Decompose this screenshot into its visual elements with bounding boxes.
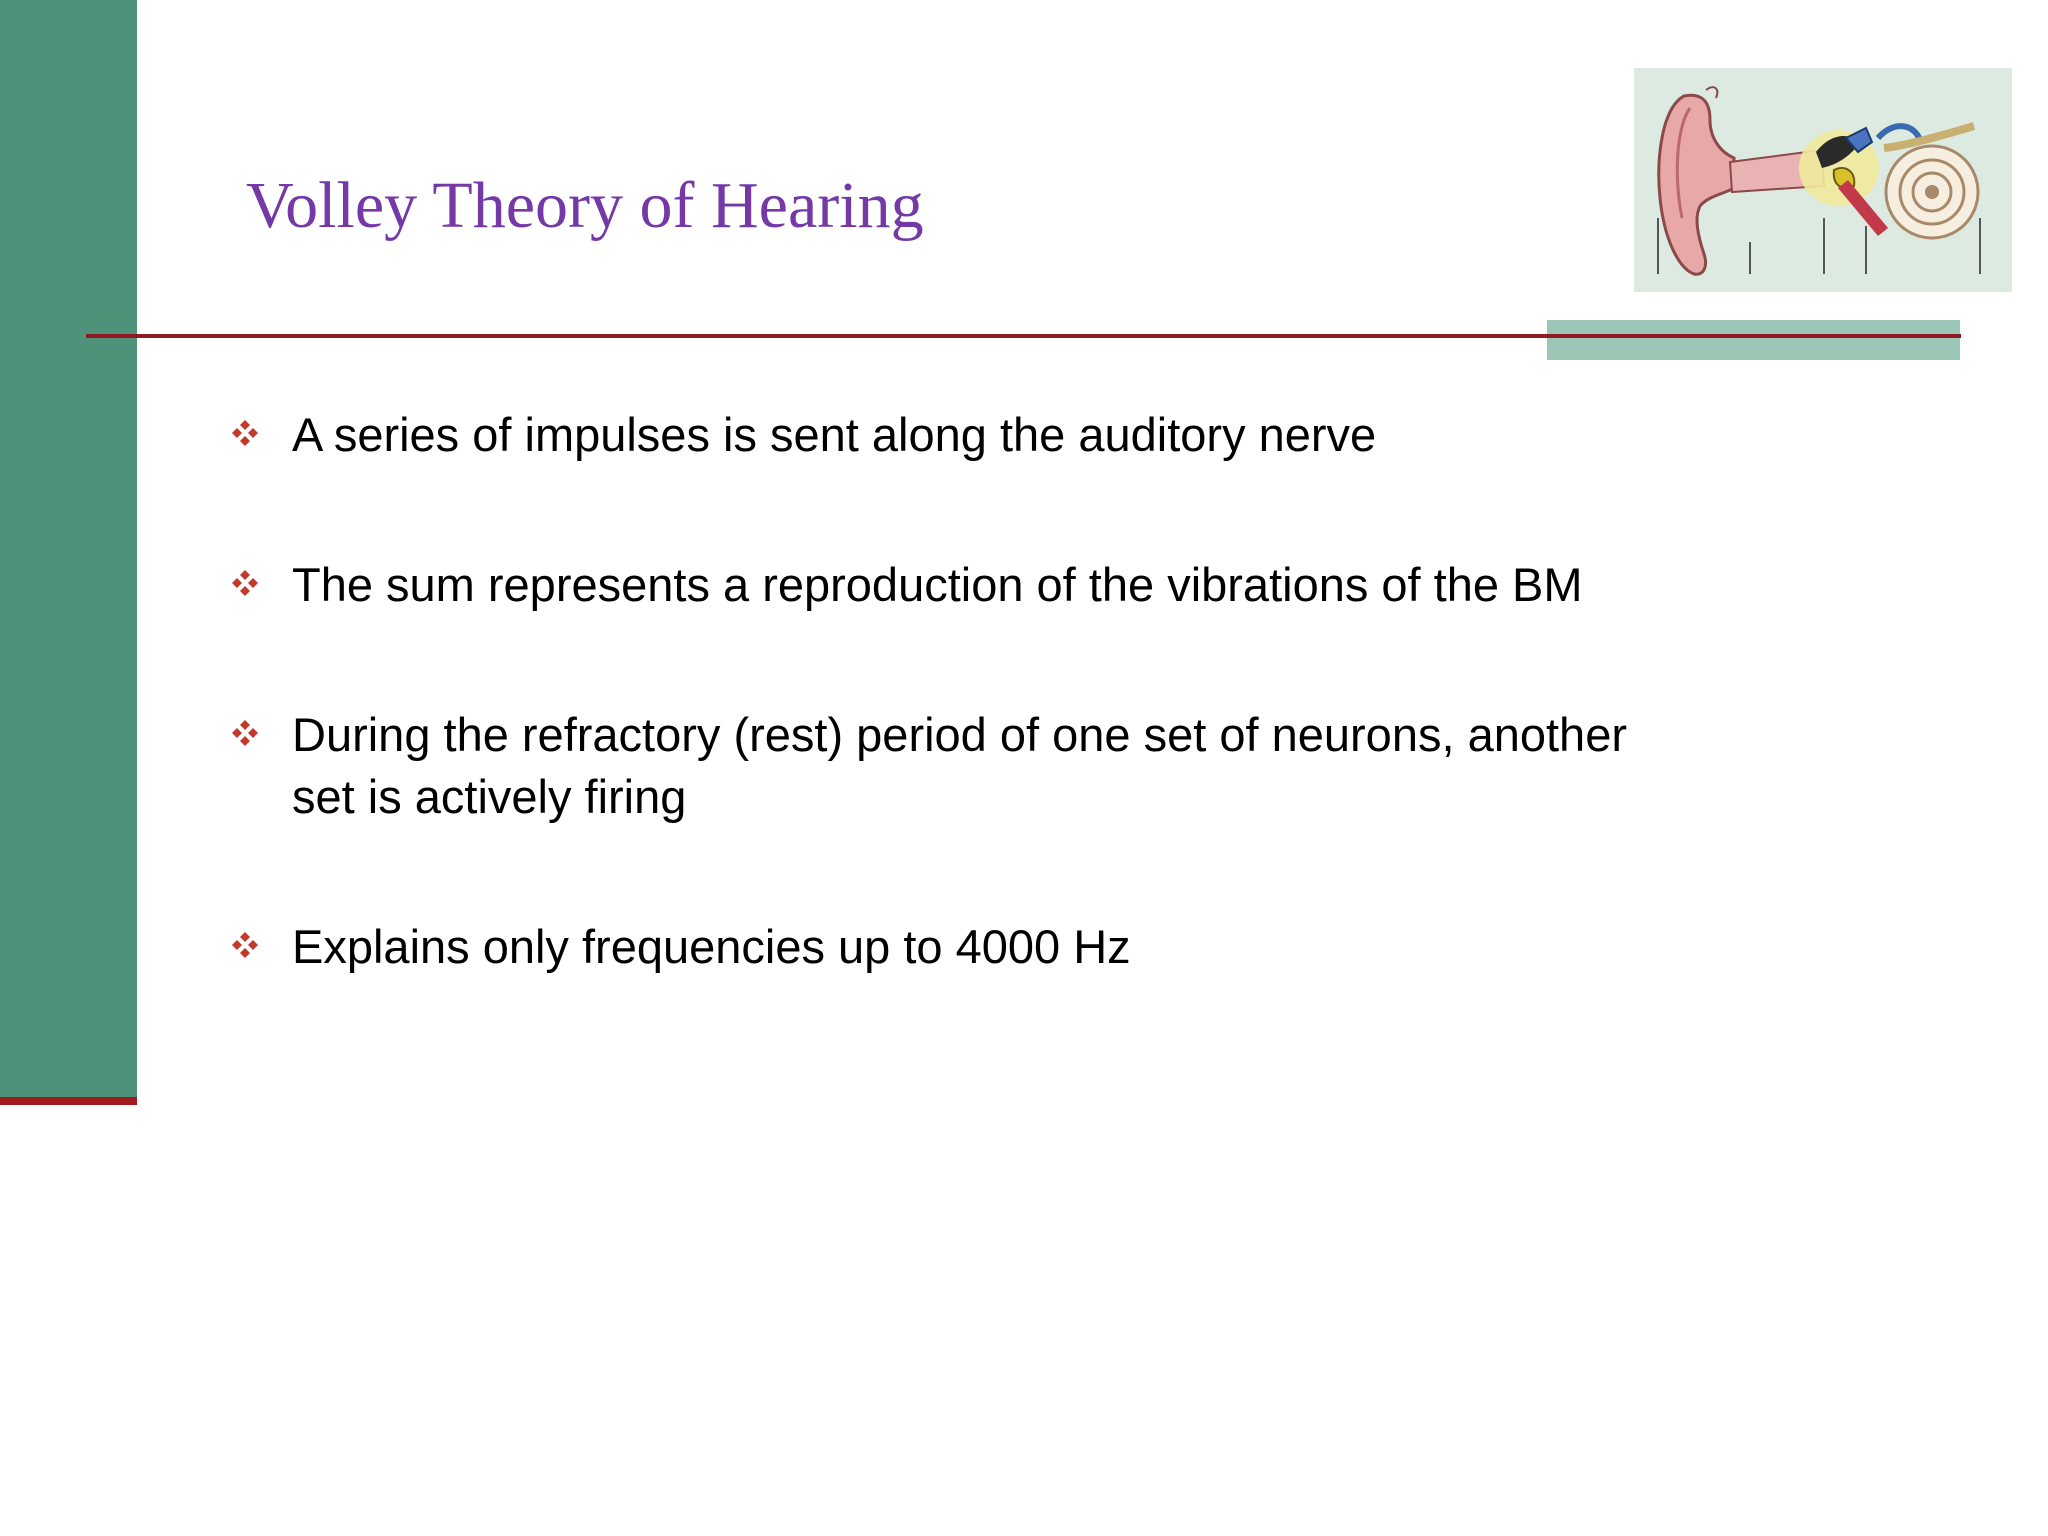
four-diamond-bullet-icon — [230, 718, 260, 748]
title-rule-accent — [1547, 320, 1960, 360]
side-band — [0, 0, 137, 1097]
ear-anatomy-illustration — [1634, 68, 2012, 292]
bullet-text: During the refractory (rest) period of one set of neurons, another set is actively firing — [292, 708, 1627, 823]
bullet-text: A series of impulses is sent along the auditory nerve — [292, 408, 1377, 461]
four-diamond-bullet-icon — [230, 418, 260, 448]
bullet-text: Explains only frequencies up to 4000 Hz — [292, 920, 1131, 973]
title-rule — [86, 334, 1961, 338]
bullet-text: The sum represents a reproduction of the vibrations of the BM — [292, 558, 1583, 611]
four-diamond-bullet-icon — [230, 930, 260, 960]
slide-title: Volley Theory of Hearing — [246, 169, 924, 242]
four-diamond-bullet-icon — [230, 568, 260, 598]
side-band-foot — [0, 1097, 137, 1105]
